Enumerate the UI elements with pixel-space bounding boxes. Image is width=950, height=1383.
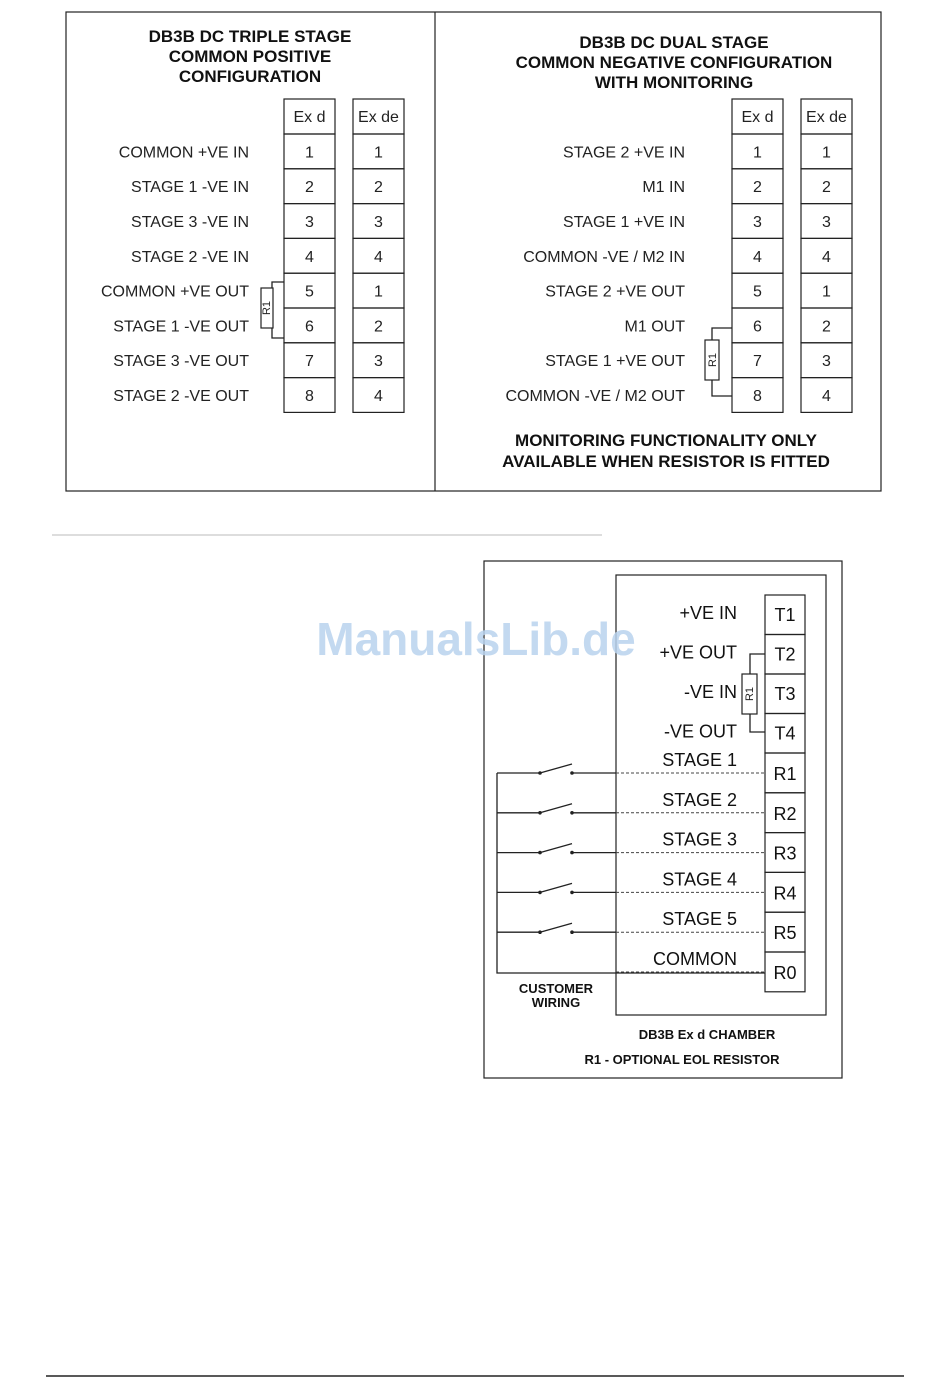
right-row-label: M1 IN [642,179,685,197]
switch-blade [540,764,572,773]
left-row-label: STAGE 1 -VE OUT [113,318,249,336]
right-row-label: STAGE 2 +VE OUT [545,283,685,301]
relay-terminals [616,750,805,992]
right-exd-value: 6 [753,318,762,336]
left-row-label: STAGE 2 -VE OUT [113,388,249,405]
switch-blade [540,844,572,853]
relay-terminal-id: R0 [773,963,797,983]
chamber-label: DB3B Ex d CHAMBER [638,1027,776,1042]
switch-contact-dot [538,891,542,895]
left-exde-value: 2 [374,179,383,197]
left-row-label: COMMON +VE OUT [100,283,249,301]
chamber-resistor-label: R1 [744,686,756,702]
left-exde-value: 3 [374,353,383,371]
left-exde-value: 2 [374,318,383,336]
left-exd-value: 7 [305,353,314,371]
right-exd-value: 1 [753,144,762,162]
left-exde-value: 3 [374,214,383,231]
customer-wiring-line-1: CUSTOMER [518,981,594,996]
right-resistor-label: R1 [707,352,719,368]
switch-contact-dot [538,771,542,775]
left-exde-value: 1 [374,283,383,301]
right-title-line-2: COMMON NEGATIVE CONFIGURATION [515,53,833,72]
right-exd-value: 8 [753,388,762,405]
left-panel [101,27,404,412]
watermark: ManualsLib.de [316,613,636,665]
relay-terminal-id: R4 [773,883,797,904]
monitoring-note-line-1: MONITORING FUNCTIONALITY ONLY [515,431,817,450]
power-terminal-label: +VE IN [679,603,737,623]
right-title-line-1: DB3B DC DUAL STAGE [579,33,769,52]
relay-terminal-label: STAGE 5 [662,909,737,930]
left-exd-value: 8 [305,388,314,405]
relay-terminal-id: R2 [773,803,797,824]
customer-wiring-line-2: WIRING [531,995,581,1010]
left-exd-value: 5 [305,283,314,301]
right-exde-value: 1 [822,144,831,162]
left-exd-value: 6 [305,318,314,336]
left-title-line-1: DB3B DC TRIPLE STAGE [148,27,352,46]
left-resistor-wire [272,282,284,338]
power-terminals [659,595,805,753]
right-terminal-rows [505,134,852,412]
left-exde-value: 1 [374,144,383,162]
right-row-label: M1 OUT [624,318,685,336]
right-exde-header: Ex de [806,109,847,126]
right-title-line-3: WITH MONITORING [594,73,754,92]
left-exd-header: Ex d [293,109,326,126]
switch-contact-dot [538,930,542,934]
relay-terminal-id: R1 [773,764,797,784]
switch-contact-dot [538,851,542,855]
relay-terminal-label: COMMON [653,949,737,969]
relay-terminal-label: STAGE 4 [662,869,737,890]
power-terminal-id: T4 [774,723,796,744]
right-exde-value: 4 [822,388,831,405]
relay-terminal-label: STAGE 3 [662,829,737,850]
right-exde-value: 3 [822,214,831,231]
right-exd-value: 7 [753,353,762,371]
right-exd-value: 4 [753,248,762,266]
left-exd-value: 3 [305,214,314,231]
power-terminal-label: +VE OUT [659,642,737,663]
relay-terminal-id: R5 [773,923,797,944]
right-row-label: COMMON -VE / M2 OUT [505,388,685,405]
switch-blade [540,923,572,932]
left-title-line-3: CONFIGURATION [178,67,322,86]
left-exde-header: Ex de [358,109,399,126]
left-resistor-label: R1 [261,300,273,316]
monitoring-note-line-2: AVAILABLE WHEN RESISTOR IS FITTED [502,452,830,471]
right-row-label: STAGE 1 +VE IN [563,214,685,231]
left-exde-value: 4 [374,388,383,405]
right-exde-value: 3 [822,353,831,371]
relay-terminal-label: STAGE 1 [662,750,737,770]
power-terminal-id: T1 [774,605,796,625]
left-exd-value: 1 [305,144,314,162]
switch-blade [540,804,572,813]
switch-contact-dot [538,811,542,815]
relay-terminal-label: STAGE 2 [662,789,737,810]
left-exd-value: 2 [305,179,314,197]
resistor-note: R1 - OPTIONAL EOL RESISTOR [584,1052,780,1067]
right-exde-value: 2 [822,318,831,336]
left-row-label: STAGE 2 -VE IN [131,248,249,266]
power-terminal-label: -VE OUT [663,721,737,742]
right-exd-value: 2 [753,179,762,197]
customer-switches [497,764,616,934]
right-exd-header: Ex d [741,109,774,126]
right-exd-value: 3 [753,214,762,231]
left-row-label: STAGE 3 -VE IN [131,214,249,231]
right-row-label: STAGE 2 +VE IN [563,144,685,162]
right-exd-value: 5 [753,283,762,301]
left-terminal-rows [101,134,404,412]
right-exde-value: 4 [822,248,831,266]
right-row-label: COMMON -VE / M2 IN [523,248,685,266]
right-row-label: STAGE 1 +VE OUT [545,353,685,371]
right-panel [502,33,852,471]
right-exde-value: 2 [822,179,831,197]
power-terminal-id: T2 [774,644,796,665]
relay-terminal-id: R3 [773,843,797,864]
left-row-label: STAGE 1 -VE IN [131,179,249,197]
left-row-label: COMMON +VE IN [118,144,249,162]
left-exde-value: 4 [374,248,383,266]
right-exde-value: 1 [822,283,831,301]
left-exd-value: 4 [305,248,314,266]
left-row-label: STAGE 3 -VE OUT [113,353,249,371]
switch-blade [540,883,572,892]
power-terminal-label: -VE IN [683,682,737,702]
power-terminal-id: T3 [774,684,796,704]
left-title-line-2: COMMON POSITIVE [168,47,332,66]
